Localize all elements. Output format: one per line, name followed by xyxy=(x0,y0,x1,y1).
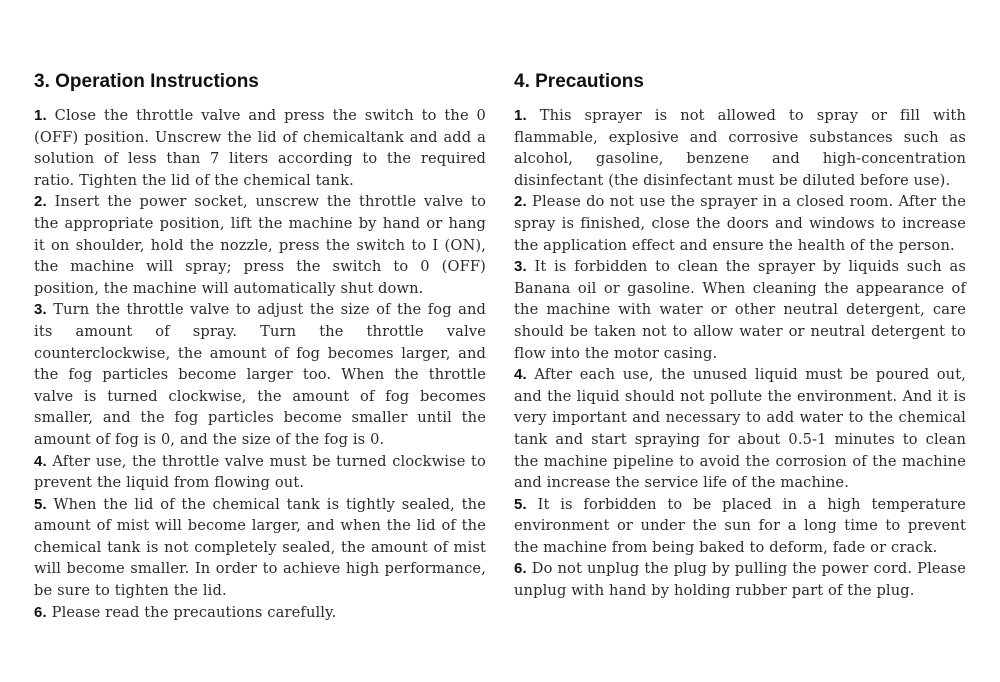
item-text: After use, the throttle valve must be turned clockwise to prevent the liquid from flowing out. xyxy=(34,452,486,492)
item-number: 5. xyxy=(34,495,47,513)
list-item xyxy=(514,191,966,256)
item-number: 2. xyxy=(514,193,527,211)
item-number: 4. xyxy=(514,366,527,384)
list-item xyxy=(514,558,966,601)
item-number: 3. xyxy=(34,301,47,319)
list-item xyxy=(514,494,966,559)
item-text: It is forbidden to clean the sprayer by liquids such as Banana oil or gasoline. When cleaning the appearance of the machine with water or other neutral detergent, care should be taken not to allow water or neutral detergent to flow into the motor casing. xyxy=(514,258,967,362)
item-number: 4. xyxy=(34,452,47,470)
list-item xyxy=(34,494,486,602)
item-number: 5. xyxy=(514,495,527,513)
item-number: 6. xyxy=(34,603,47,621)
item-text: Close the throttle valve and press the switch to the 0 (OFF) position. Unscrew the lid of chemicaltank and add a solution of less than 7 liters according to the required ratio. Tighten the lid of the chemical tank. xyxy=(34,107,486,189)
list-item xyxy=(34,602,486,624)
list-item xyxy=(514,105,966,191)
list-item xyxy=(34,105,486,191)
item-text: Turn the throttle valve to adjust the size of the fog and its amount of spray. Turn the throttle valve counterclockwise, the amount of fog becomes larger, and the fog particles become larger too. When the throttle valve is turned clockwise, the amount of fog becomes smaller, and the fog particles become smaller until the amount of fog is 0, and the size of the fog is 0. xyxy=(34,301,487,448)
list-item xyxy=(34,451,486,494)
item-text: Please do not use the sprayer in a closed room. After the spray is finished, close the doors and windows to increase the application effect and ensure the health of the person. xyxy=(514,193,966,254)
item-number: 3. xyxy=(514,258,527,276)
item-number: 2. xyxy=(34,193,47,211)
section-title: 4. Precautions xyxy=(514,71,644,92)
item-number: 1. xyxy=(514,107,527,124)
item-number: 1. xyxy=(34,107,47,124)
item-text: Insert the power socket, unscrew the throttle valve to the appropriate position, lift the machine by hand or hang it on shoulder, hold the nozzle, press the switch to I (ON), the machine will spray; press the switch to 0 (OFF) position, the machine will automatically shut down. xyxy=(34,193,487,297)
item-text: It is forbidden to be placed in a high temperature environment or under the sun for a long time to prevent the machine from being baked to deform, fade or crack. xyxy=(514,495,966,556)
list-item xyxy=(34,191,486,299)
section-title: 3. Operation Instructions xyxy=(34,71,259,92)
item-text: When the lid of the chemical tank is tightly sealed, the amount of mist will become larger, and when the lid of the chemical tank is not completely sealed, the amount of mist will become smaller. In order to achieve high performance, be sure to tighten the lid. xyxy=(34,495,486,600)
item-text: Please read the precautions carefully. xyxy=(51,603,337,621)
item-text: After each use, the unused liquid must be poured out, and the liquid should not pollute the environment. And it is very important and necessary to add water to the chemical tank and start spraying for about 0.5-1 minutes to clean the machine pipeline to avoid the corrosion of the machine and increase the service life of the machine. xyxy=(514,366,966,492)
list-item xyxy=(34,299,486,450)
precautions-section xyxy=(514,68,966,602)
operation-instructions-section xyxy=(34,68,486,623)
precaution-list xyxy=(514,105,966,602)
item-text: This sprayer is not allowed to spray or fill with flammable, explosive and corrosive substances such as alcohol, gasoline, benzene and high-concentration disinfectant (the disinfectant must be diluted before use). xyxy=(514,107,966,189)
instruction-list xyxy=(34,105,486,623)
item-number: 6. xyxy=(514,560,527,578)
item-text: Do not unplug the plug by pulling the power cord. Please unplug with hand by holding rubber part of the plug. xyxy=(514,560,966,600)
list-item xyxy=(514,364,966,494)
list-item xyxy=(514,256,966,364)
